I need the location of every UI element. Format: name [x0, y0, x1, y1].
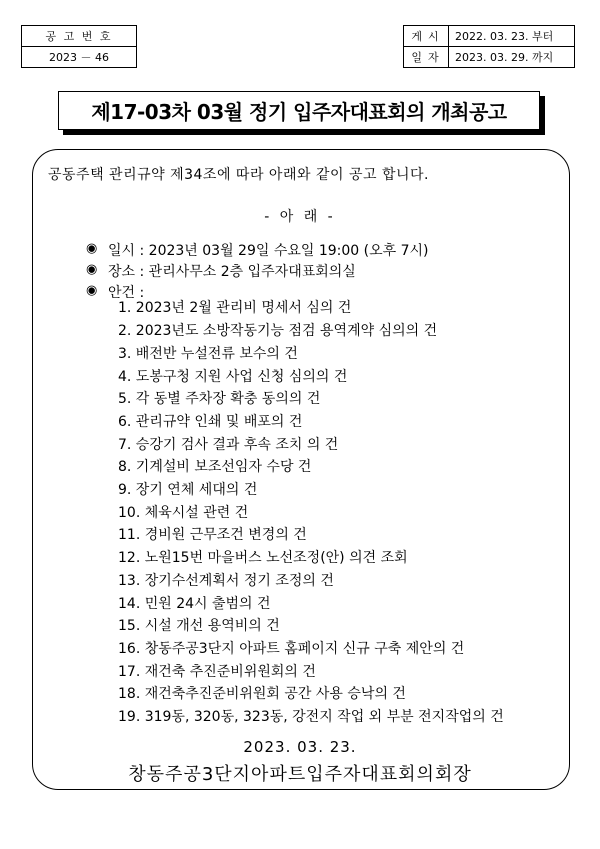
title-box [58, 91, 540, 130]
agenda-item: 16. 창동주공3단지 아파트 홈페이지 신규 구축 제안의 건 [118, 641, 465, 657]
bullet-icon: ◉ [86, 283, 98, 298]
agenda-item: 12. 노원15번 마을버스 노선조정(안) 의견 조회 [118, 550, 408, 566]
agenda-item: 5. 각 동별 주차장 확충 동의의 건 [118, 391, 321, 407]
agenda-item: 14. 민원 24시 출범의 건 [118, 596, 271, 612]
agenda-item: 6. 관리규약 인쇄 및 배포의 건 [118, 414, 303, 430]
section-heading: - 아 래 - [264, 209, 336, 225]
notice-number-value: 2023 － 46 [22, 47, 137, 68]
agenda-item: 1. 2023년 2월 관리비 명세서 심의 건 [118, 300, 352, 316]
agenda-item: 11. 경비원 근무조건 변경의 건 [118, 527, 307, 543]
agenda-item: 18. 재건축추진준비위원회 공간 사용 승낙의 건 [118, 686, 406, 702]
agenda-item: 10. 체육시설 관련 건 [118, 505, 249, 521]
bullet-icon: ◉ [86, 241, 98, 256]
meeting-datetime: 일시 : 2023년 03월 29일 수요일 19:00 (오후 7시) [108, 243, 429, 259]
agenda-item: 19. 319동, 320동, 323동, 강전지 작업 외 부분 전지작업의 건 [118, 709, 504, 725]
page-title: 제17-03차 03월 정기 입주자대표회의 개최공고 [91, 100, 507, 124]
posting-label-1: 게시 [404, 26, 449, 47]
agenda-item: 8. 기계설비 보조선임자 수당 건 [118, 459, 312, 475]
notice-number-label: 공 고 번 호 [22, 26, 137, 47]
posting-date-table [403, 25, 575, 68]
agenda-item: 15. 시설 개선 용역비의 건 [118, 618, 280, 634]
document-date: 2023. 03. 23. [243, 738, 357, 756]
bullet-icon: ◉ [86, 262, 98, 277]
agenda-item: 13. 장기수선계획서 정기 조정의 건 [118, 573, 334, 589]
signer-name: 창동주공3단지아파트입주자대표회의회장 [128, 764, 472, 785]
notice-number-table [21, 25, 137, 68]
agenda-item: 2. 2023년도 소방작동기능 점검 용역계약 심의의 건 [118, 323, 438, 339]
agenda-item: 17. 재건축 추진준비위원회의 건 [118, 664, 316, 680]
agenda-label: 안건 : [108, 285, 145, 301]
posting-to: 2023. 03. 29. 까지 [449, 47, 575, 68]
agenda-item: 9. 장기 연체 세대의 건 [118, 482, 258, 498]
meeting-place: 장소 : 관리사무소 2층 입주자대표회의실 [108, 264, 356, 280]
posting-label-2: 일자 [404, 47, 449, 68]
posting-from: 2022. 03. 23. 부터 [449, 26, 575, 47]
agenda-item: 4. 도봉구청 지원 사업 신청 심의의 건 [118, 369, 348, 385]
agenda-item: 7. 승강기 검사 결과 후속 조치 의 건 [118, 437, 339, 453]
agenda-item: 3. 배전반 누설전류 보수의 건 [118, 346, 298, 362]
intro-text: 공동주택 관리규약 제34조에 따라 아래와 같이 공고 합니다. [48, 167, 429, 183]
